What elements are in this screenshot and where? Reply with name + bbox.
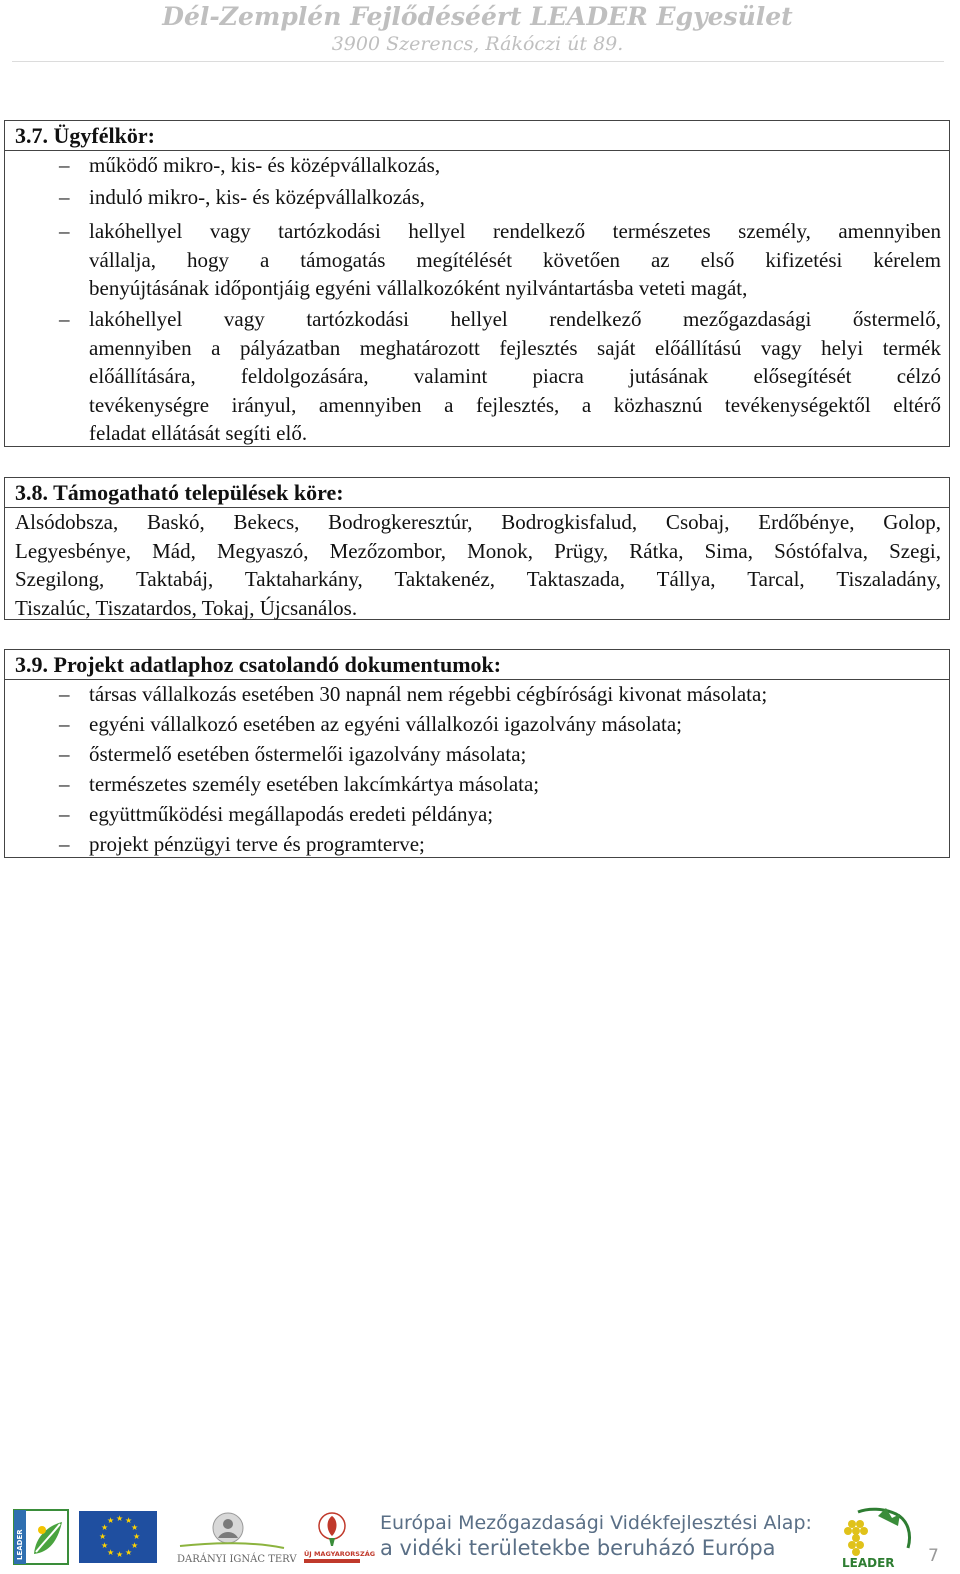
svg-text:★: ★ [125,1548,133,1557]
list-item-text: induló mikro-, kis- és középvállalkozás, [89,185,425,209]
leader-leaf-logo [14,1510,68,1564]
dash-bullet: – [59,153,70,177]
organization-name: Dél-Zemplén Fejlődéséért LEADER Egyesület [162,2,793,31]
section-3-9-heading: 3.9. Projekt adatlaphoz csatolandó dokumentumok: [15,652,502,677]
svg-text:★: ★ [99,1532,107,1541]
page-footer [0,1498,960,1574]
daranyi-text: DARÁNYI IGNÁC TERV [177,1554,297,1565]
section-3-8-heading: 3.8. Támogatható települések köre: [15,480,344,505]
svg-text:★: ★ [133,1532,141,1541]
eu-fund-line-1: Európai Mezőgazdasági Vidékfejlesztési Alap: [380,1512,812,1534]
text-line: amennyiben a pályázatban meghatározott fejlesztés saját előállítású vagy helyi termék [89,335,941,360]
list-item-text: társas vállalkozás esetében 30 napnál nem régebbi cégbírósági kivonat másolata; [89,682,768,706]
svg-text:★: ★ [107,1516,115,1525]
text-line: tevékenységre irányul, amennyiben a fejlesztés, a közhasznú tevékenységektől eltérő [89,392,941,417]
section-3-8-box [4,477,950,620]
list-item-text: projekt pénzügyi terve és programterve; [89,832,425,856]
list-item-text [89,217,941,303]
section-3-8-heading-row [5,478,949,508]
list-item-text: működő mikro-, kis- és középvállalkozás, [89,153,441,177]
header-divider [12,61,944,62]
text-line: feladat ellátását segíti elő. [89,421,308,445]
text-line: Alsódobsza, Baskó, Bekecs, Bodrogkeresztúr, Bodrogkisfalud, Csobaj, Erdőbénye, Golop, [15,510,941,534]
svg-text:★: ★ [101,1523,109,1532]
text-line: lakóhellyel vagy tartózkodási hellyel rendelkező mezőgazdasági őstermelő, [89,307,941,331]
dash-bullet: – [59,307,70,331]
text-line: előállítására, feldolgozására, valamint piacra jutásának elősegítését célzó [89,364,941,388]
svg-text:★: ★ [101,1541,109,1550]
list-item-text: együttműködési megállapodás eredeti példánya; [89,802,494,826]
svg-text:★: ★ [131,1523,139,1532]
dash-bullet: – [59,682,70,706]
text-line: lakóhellyel vagy tartózkodási hellyel rendelkező természetes személy, amennyiben [89,219,941,243]
section-3-9-heading-row [5,650,949,680]
svg-text:★: ★ [116,1550,124,1559]
dash-bullet: – [59,219,70,243]
text-line: vállalja, hogy a támogatás megítélését követően az első kifizetési kérelem [89,247,941,272]
list-item-text: természetes személy esetében lakcímkártya másolata; [89,772,540,796]
dash-bullet: – [59,712,70,736]
section-3-7-box [4,120,950,447]
leader-vertical-text: LEADER [16,1529,24,1560]
list-item-text [89,305,941,448]
organization-address: 3900 Szerencs, Rákóczi út 89. [331,33,624,55]
list-item-text: egyéni vállalkozó esetében az egyéni vállalkozói igazolvány másolata; [89,712,683,736]
text-line: benyújtásának időpontjáig egyéni vállalkozóként nyilvántartásba veteti magát, [89,276,748,300]
uj-magyarorszag-logo [302,1508,376,1566]
section-3-7-heading: 3.7. Ügyfélkör: [15,123,155,148]
leader-grapes-logo [838,1504,914,1570]
settlements-list [15,508,941,622]
dash-bullet: – [59,742,70,766]
dash-bullet: – [59,802,70,826]
page-header [0,0,960,64]
text-line: Tiszalúc, Tiszatardos, Tokaj, Újcsanálos. [15,595,358,620]
list-item-text: őstermelő esetében őstermelői igazolvány másolata; [89,742,527,766]
leader-logo-text: LEADER [842,1556,895,1570]
svg-text:★: ★ [107,1548,115,1557]
svg-text:★: ★ [125,1516,133,1525]
dash-bullet: – [59,772,70,796]
page-number: 7 [928,1546,939,1566]
svg-text:★: ★ [116,1514,124,1523]
section-3-7-heading-row [5,121,949,151]
eu-flag-icon [79,1511,157,1563]
dash-bullet: – [59,832,70,856]
svg-text:★: ★ [131,1541,139,1550]
daranyi-ignac-terv-logo [176,1508,297,1566]
section-3-9-box [4,649,950,858]
uj-magyarorszag-text: ÚJ MAGYARORSZÁG [304,1550,376,1558]
eu-fund-line-2: a vidéki területekbe beruházó Európa [380,1536,776,1560]
text-line: Legyesbénye, Mád, Megyaszó, Mezőzombor, Monok, Prügy, Rátka, Sima, Sóstófalva, Szegi, [15,538,941,563]
dash-bullet: – [59,185,70,209]
text-line: Szegilong, Taktabáj, Taktaharkány, Taktakenéz, Taktaszada, Tállya, Tarcal, Tiszaladány, [15,567,941,591]
